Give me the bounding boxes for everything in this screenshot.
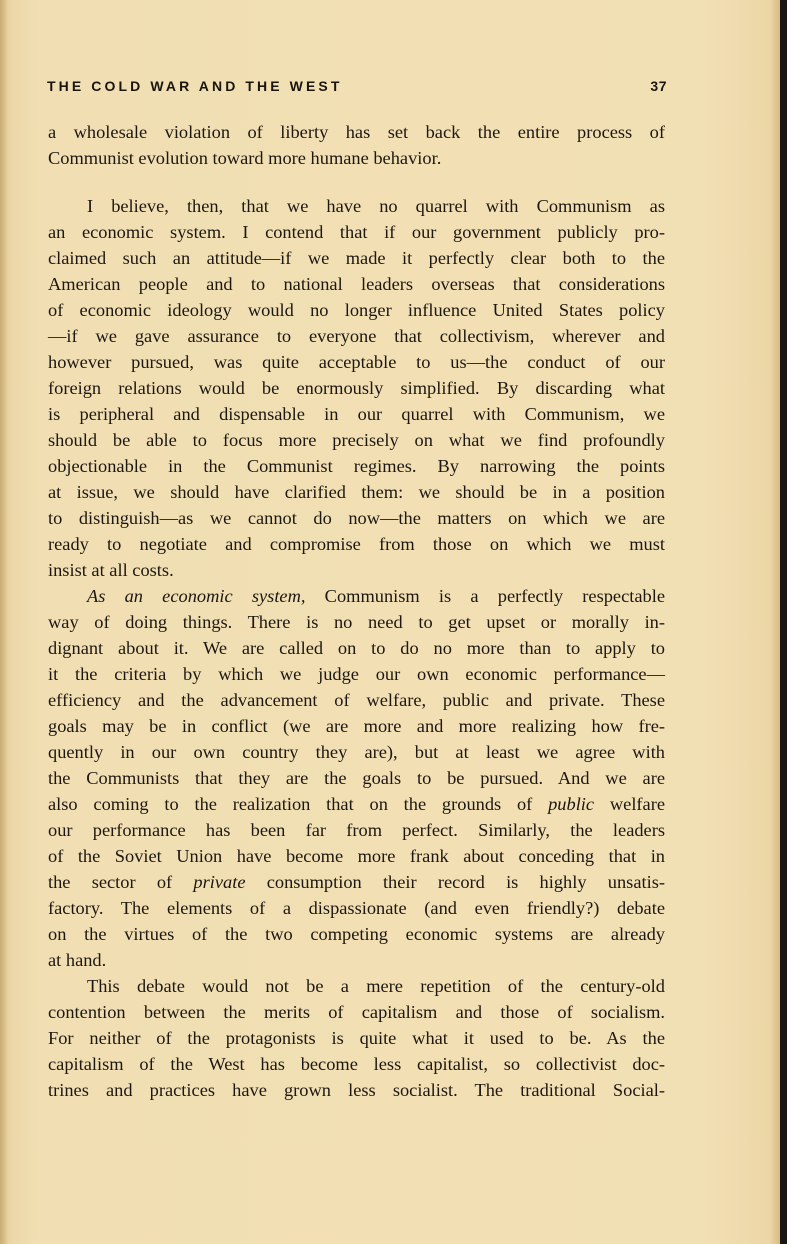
text-line: This debate would not be a mere repetition of the century-old — [87, 976, 665, 996]
paragraph-break — [48, 171, 665, 193]
text-run: consumption their record is highly unsatis- — [245, 872, 665, 892]
text-line: way of doing things. There is no need to get upset or morally in- — [48, 612, 665, 632]
paragraph — [48, 119, 665, 171]
text-line: at issue, we should have clarified them: we should be in a position — [48, 482, 665, 502]
text-line: I believe, then, that we have no quarrel with Communism as — [87, 196, 665, 216]
text-line: objectionable in the Communist regimes. By narrowing the points — [48, 456, 665, 476]
page-gutter-shadow — [0, 0, 8, 1244]
text-line: trines and practices have grown less socialist. The traditional Social- — [48, 1080, 665, 1100]
text-line: ready to negotiate and compromise from those on which we must — [48, 534, 665, 554]
text-line: efficiency and the advancement of welfare, public and private. These — [48, 690, 665, 710]
text-line: of economic ideology would no longer influence United States policy — [48, 300, 665, 320]
text-line: factory. The elements of a dispassionate (and even friendly?) debate — [48, 898, 665, 918]
text-run: also coming to the realization that on the grounds of — [48, 794, 549, 814]
text-line: at hand. — [48, 950, 107, 970]
text-line: goals may be in conflict (we are more and more realizing how fre- — [48, 716, 665, 736]
running-head — [47, 78, 667, 100]
text-line: For neither of the protagonists is quite what it used to be. As the — [48, 1028, 665, 1048]
italic-phrase: As an economic system, — [87, 586, 306, 606]
text-line: however pursued, was quite acceptable to us—the conduct of our — [48, 352, 665, 372]
text-line: to distinguish—as we cannot do now—the matters on which we are — [48, 508, 665, 528]
text-line: American people and to national leaders overseas that considerations — [48, 274, 665, 294]
text-line: claimed such an attitude—if we made it perfectly clear both to the — [48, 248, 665, 268]
paragraph — [48, 973, 665, 1103]
text-line: a wholesale violation of liberty has set back the entire process of — [48, 122, 665, 142]
text-run: Communism is a perfectly respectable — [305, 586, 665, 606]
text-line — [48, 583, 665, 609]
text-line — [48, 869, 665, 895]
text-line: an economic system. I contend that if our government publicly pro- — [48, 222, 665, 242]
text-line: dignant about it. We are called on to do no more than to apply to — [48, 638, 665, 658]
page-edge — [780, 0, 787, 1244]
text-line: on the virtues of the two competing economic systems are already — [48, 924, 665, 944]
text-run: welfare — [594, 794, 665, 814]
text-line: it the criteria by which we judge our own economic performance— — [48, 664, 665, 684]
running-head-title: THE COLD WAR AND THE WEST — [47, 78, 343, 94]
text-line: contention between the merits of capitalism and those of socialism. — [48, 1002, 665, 1022]
page-number: 37 — [650, 78, 667, 94]
text-line: capitalism of the West has become less capitalist, so collectivist doc- — [48, 1054, 665, 1074]
italic-word: private — [193, 872, 246, 892]
text-line: quently in our own country they are), but at least we agree with — [48, 742, 665, 762]
paragraph — [48, 583, 665, 973]
italic-word: public — [548, 794, 595, 814]
text-line — [48, 791, 665, 817]
text-line: Communist evolution toward more humane behavior. — [48, 148, 442, 168]
text-line: —if we gave assurance to everyone that collectivism, wherever and — [48, 326, 665, 346]
text-run: the sector of — [48, 872, 194, 892]
text-line: foreign relations would be enormously simplified. By discarding what — [48, 378, 665, 398]
paragraph — [48, 193, 665, 583]
body-text — [48, 119, 665, 1103]
text-line: the Communists that they are the goals to be pursued. And we are — [48, 768, 665, 788]
text-line: our performance has been far from perfect. Similarly, the leaders — [48, 820, 665, 840]
text-line: is peripheral and dispensable in our quarrel with Communism, we — [48, 404, 665, 424]
text-line: should be able to focus more precisely on what we find profoundly — [48, 430, 665, 450]
text-line: of the Soviet Union have become more frank about conceding that in — [48, 846, 665, 866]
text-line: insist at all costs. — [48, 560, 174, 580]
